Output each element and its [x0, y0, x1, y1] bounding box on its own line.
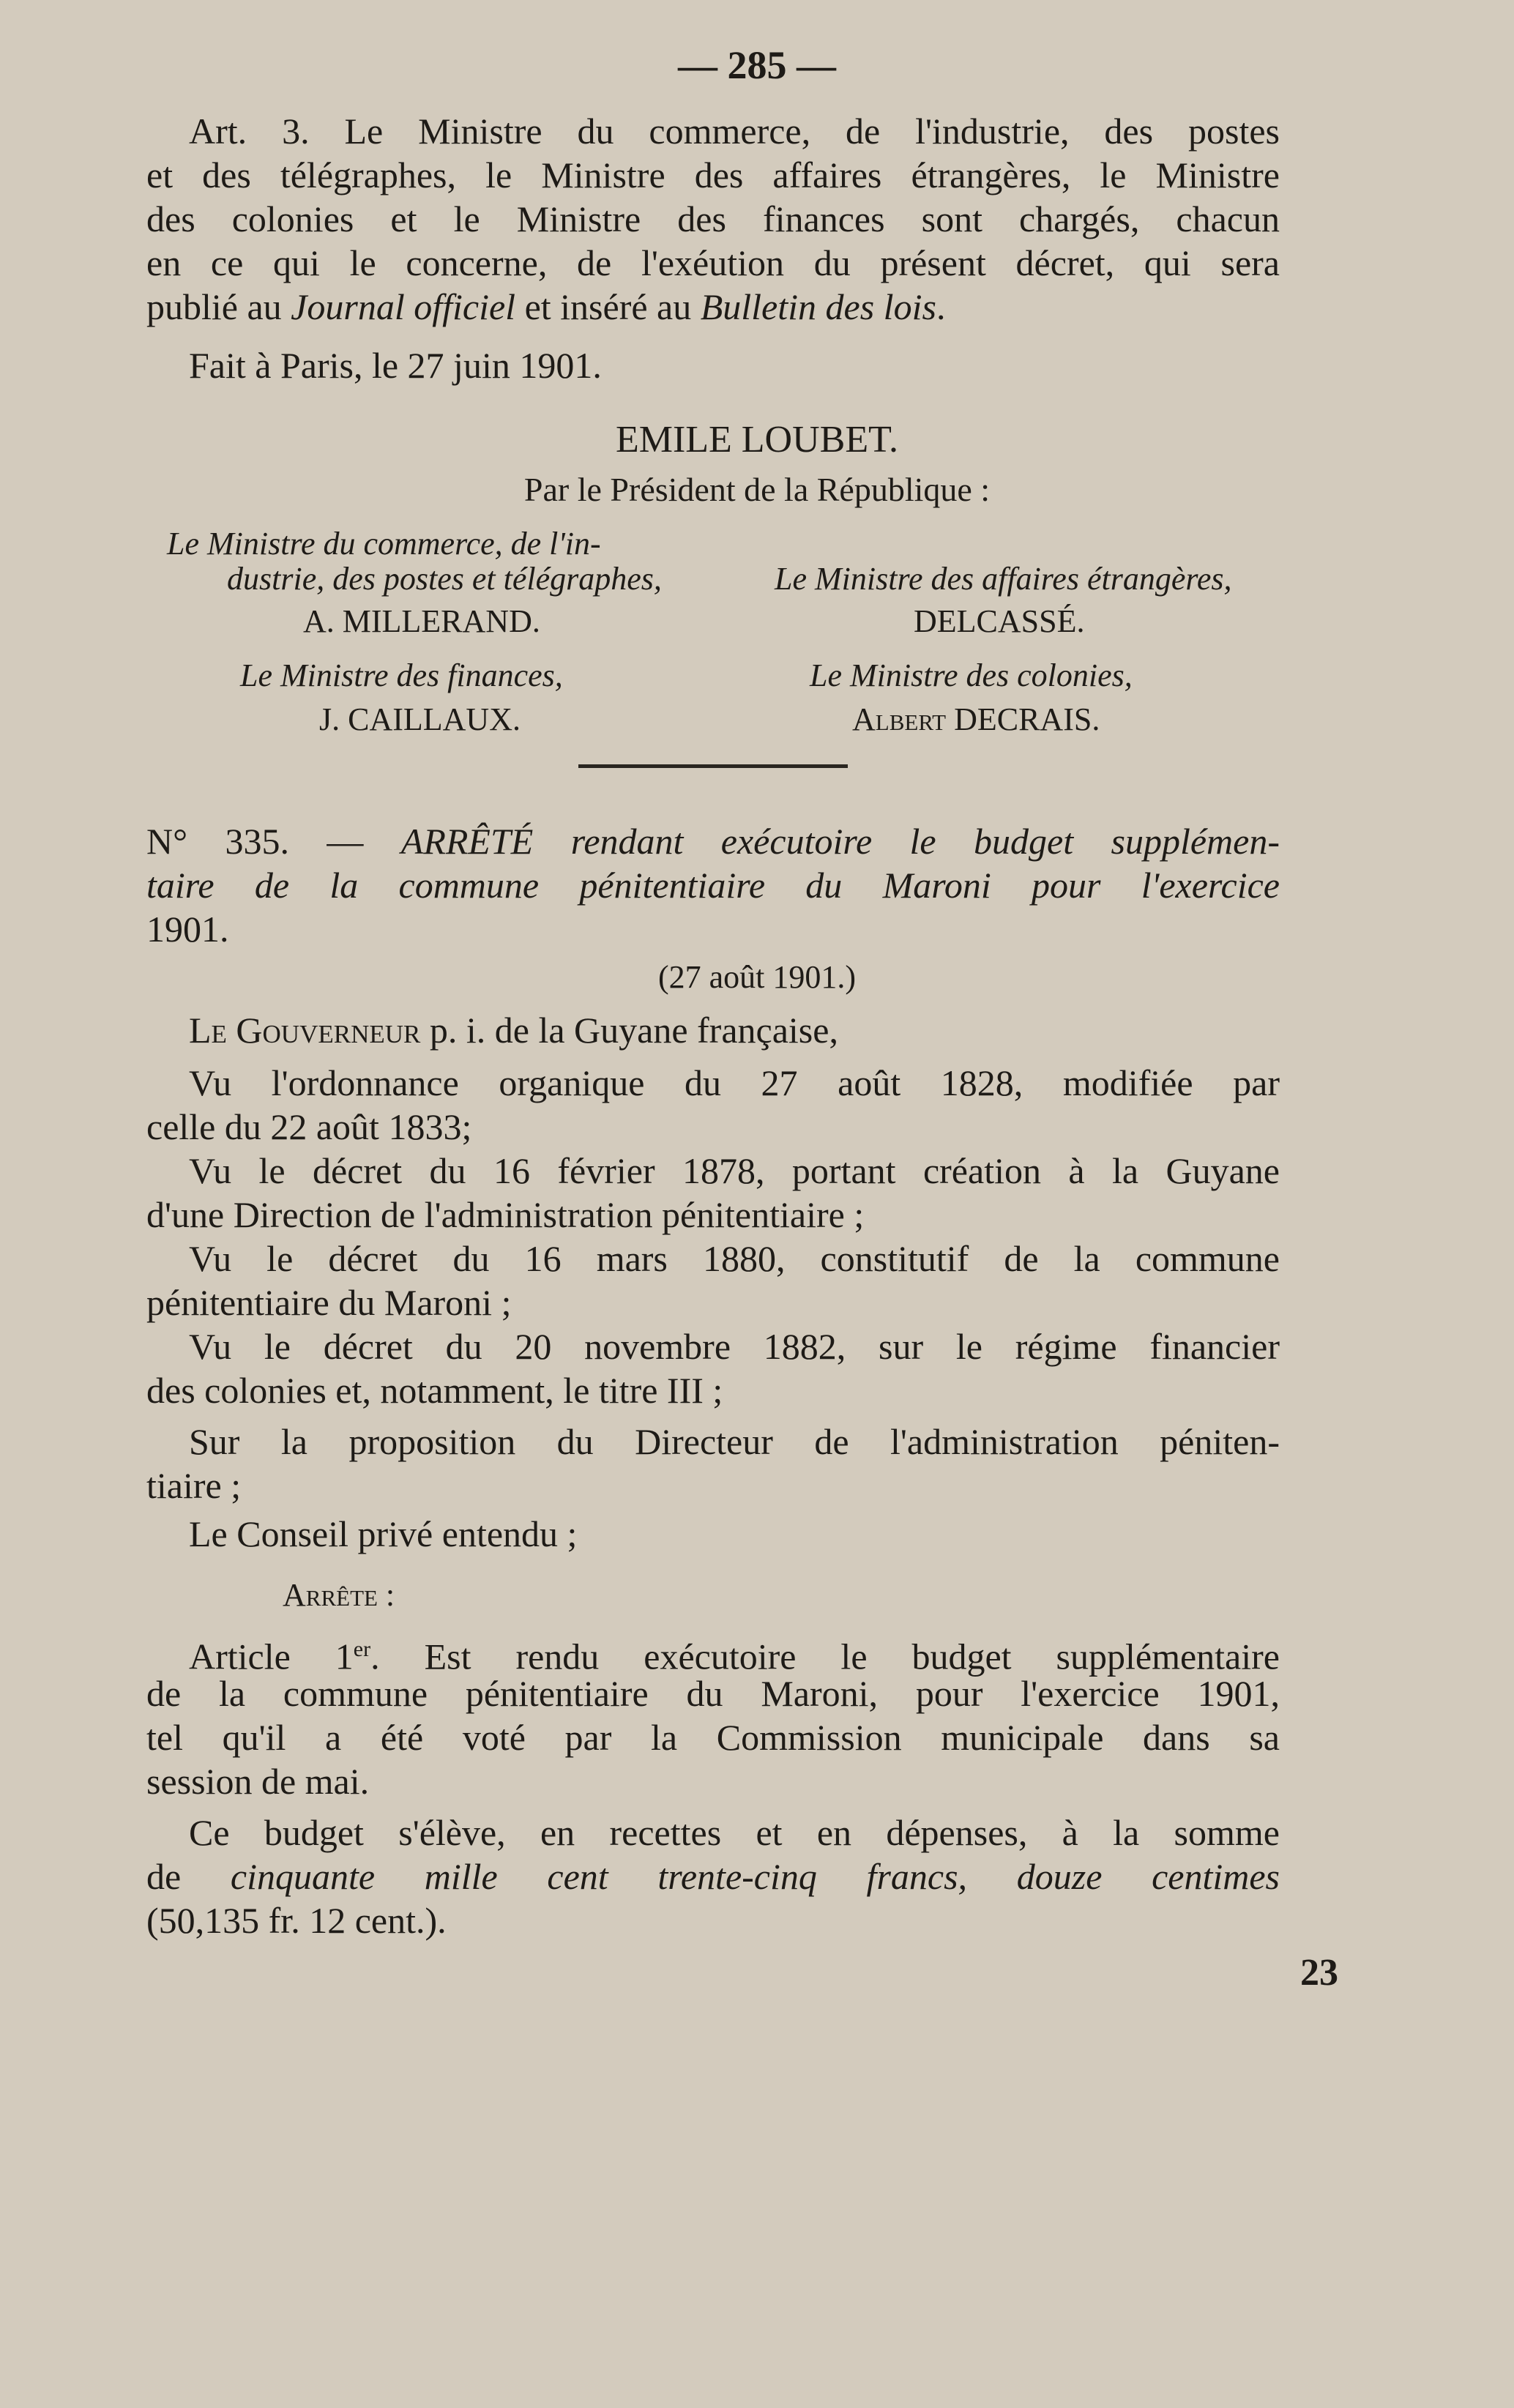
- finances-minister-name: J. CAILLAUX.: [319, 701, 521, 737]
- art3-prefix: publié au: [146, 286, 291, 327]
- article-1-line-1: [189, 1628, 1280, 1678]
- decree-title-line-2: taire de la commune pénitentiaire du Maroni pour l'exercice: [146, 865, 1280, 906]
- vu-ordonnance-line-1: Vu l'ordonnance organique du 27 août 1828, modifiée par: [189, 1062, 1280, 1103]
- colonies-minister-name: Albert DECRAIS.: [852, 701, 1100, 737]
- article-1-line-3: tel qu'il a été voté par la Commission municipale dans sa: [146, 1717, 1280, 1758]
- article-1-line-4: session de mai.: [146, 1761, 370, 1802]
- page-number: — 285 —: [678, 43, 836, 87]
- budget-line-2: [146, 1855, 1280, 1898]
- colonies-minister-title: Le Ministre des colonies,: [810, 657, 1133, 693]
- fait-a-paris: Fait à Paris, le 27 juin 1901.: [189, 345, 602, 386]
- decree-title-1: ARRÊTÉ rendant exécutoire le budget supplémen-: [400, 821, 1280, 862]
- affaires-minister-name: DELCASSÉ.: [914, 603, 1085, 639]
- arrete-heading: Arrête :: [283, 1577, 395, 1613]
- budget-line-1: Ce budget s'élève, en recettes et en dépenses, à la somme: [189, 1812, 1280, 1853]
- president-name: EMILE LOUBET.: [615, 419, 899, 461]
- gouverneur-rest: p. i. de la Guyane française,: [420, 1010, 838, 1051]
- vu-decret-1878-line-2: d'une Direction de l'administration pénitentiaire ;: [146, 1194, 865, 1235]
- section-divider: [578, 764, 848, 768]
- article-rest: . Est rendu exécutoire le budget supplémentaire: [370, 1636, 1280, 1677]
- article-1-line-2: de la commune pénitentiaire du Maroni, pour l'exercice 1901,: [146, 1673, 1280, 1714]
- commerce-minister-name: A. MILLERAND.: [303, 603, 540, 639]
- art3-line-5: [146, 286, 1280, 328]
- par-le-president: Par le Président de la République :: [523, 471, 991, 508]
- conseil-prive: Le Conseil privé entendu ;: [189, 1513, 578, 1554]
- bulletin-des-lois: Bulletin des lois: [700, 286, 936, 327]
- vu-decret-1882-line-1: Vu le décret du 20 novembre 1882, sur le régime financier: [189, 1326, 1280, 1367]
- article-prefix: Article 1: [189, 1636, 354, 1677]
- art3-line-1: Art. 3. Le Ministre du commerce, de l'industrie, des postes: [189, 111, 1280, 152]
- decree-title-line-3: 1901.: [146, 909, 229, 950]
- decree-title-line-1: [146, 820, 1280, 862]
- art3-line-4: en ce qui le concerne, de l'exéution du présent décret, qui sera: [146, 242, 1280, 283]
- budget-amount: (50,135 fr. 12 cent.).: [146, 1900, 447, 1941]
- proposition-line-2: tiaire ;: [146, 1465, 242, 1506]
- commerce-minister-title-2: dustrie, des postes et télégraphes,: [227, 561, 662, 597]
- art3-line-2: et des télégraphes, le Ministre des affaires étrangères, le Ministre: [146, 154, 1280, 195]
- art3-end: .: [936, 286, 946, 327]
- gouverneur-line: [189, 1009, 1280, 1051]
- affaires-minister-title: Le Ministre des affaires étrangères,: [775, 561, 1232, 597]
- article-sup: er: [353, 1637, 371, 1661]
- finances-minister-title: Le Ministre des finances,: [240, 657, 563, 693]
- vu-ordonnance-line-2: celle du 22 août 1833;: [146, 1106, 472, 1147]
- art3-mid: et inséré au: [515, 286, 701, 327]
- commerce-minister-title-1: Le Ministre du commerce, de l'in-: [167, 526, 601, 562]
- vu-decret-1882-line-2: des colonies et, notamment, le titre III ;: [146, 1370, 723, 1411]
- proposition-line-1: Sur la proposition du Directeur de l'administration péniten-: [189, 1421, 1280, 1462]
- vu-decret-1878-line-1: Vu le décret du 16 février 1878, portant création à la Guyane: [189, 1150, 1280, 1191]
- decree-date: (27 août 1901.): [657, 959, 857, 995]
- art3-line-3: des colonies et le Ministre des finances sont chargés, chacun: [146, 198, 1280, 239]
- vu-decret-1880-line-2: pénitentiaire du Maroni ;: [146, 1282, 512, 1323]
- vu-decret-1880-line-1: Vu le décret du 16 mars 1880, constitutif de la commune: [189, 1238, 1280, 1279]
- sheet-signature: 23: [1300, 1952, 1338, 1994]
- decree-number: N° 335. —: [146, 821, 401, 862]
- budget-words: cinquante mille cent trente-cinq francs, douze centimes: [230, 1856, 1280, 1897]
- journal-officiel: Journal officiel: [291, 286, 516, 327]
- gouverneur-label: Le Gouverneur: [189, 1010, 421, 1051]
- budget-de: de: [146, 1856, 231, 1897]
